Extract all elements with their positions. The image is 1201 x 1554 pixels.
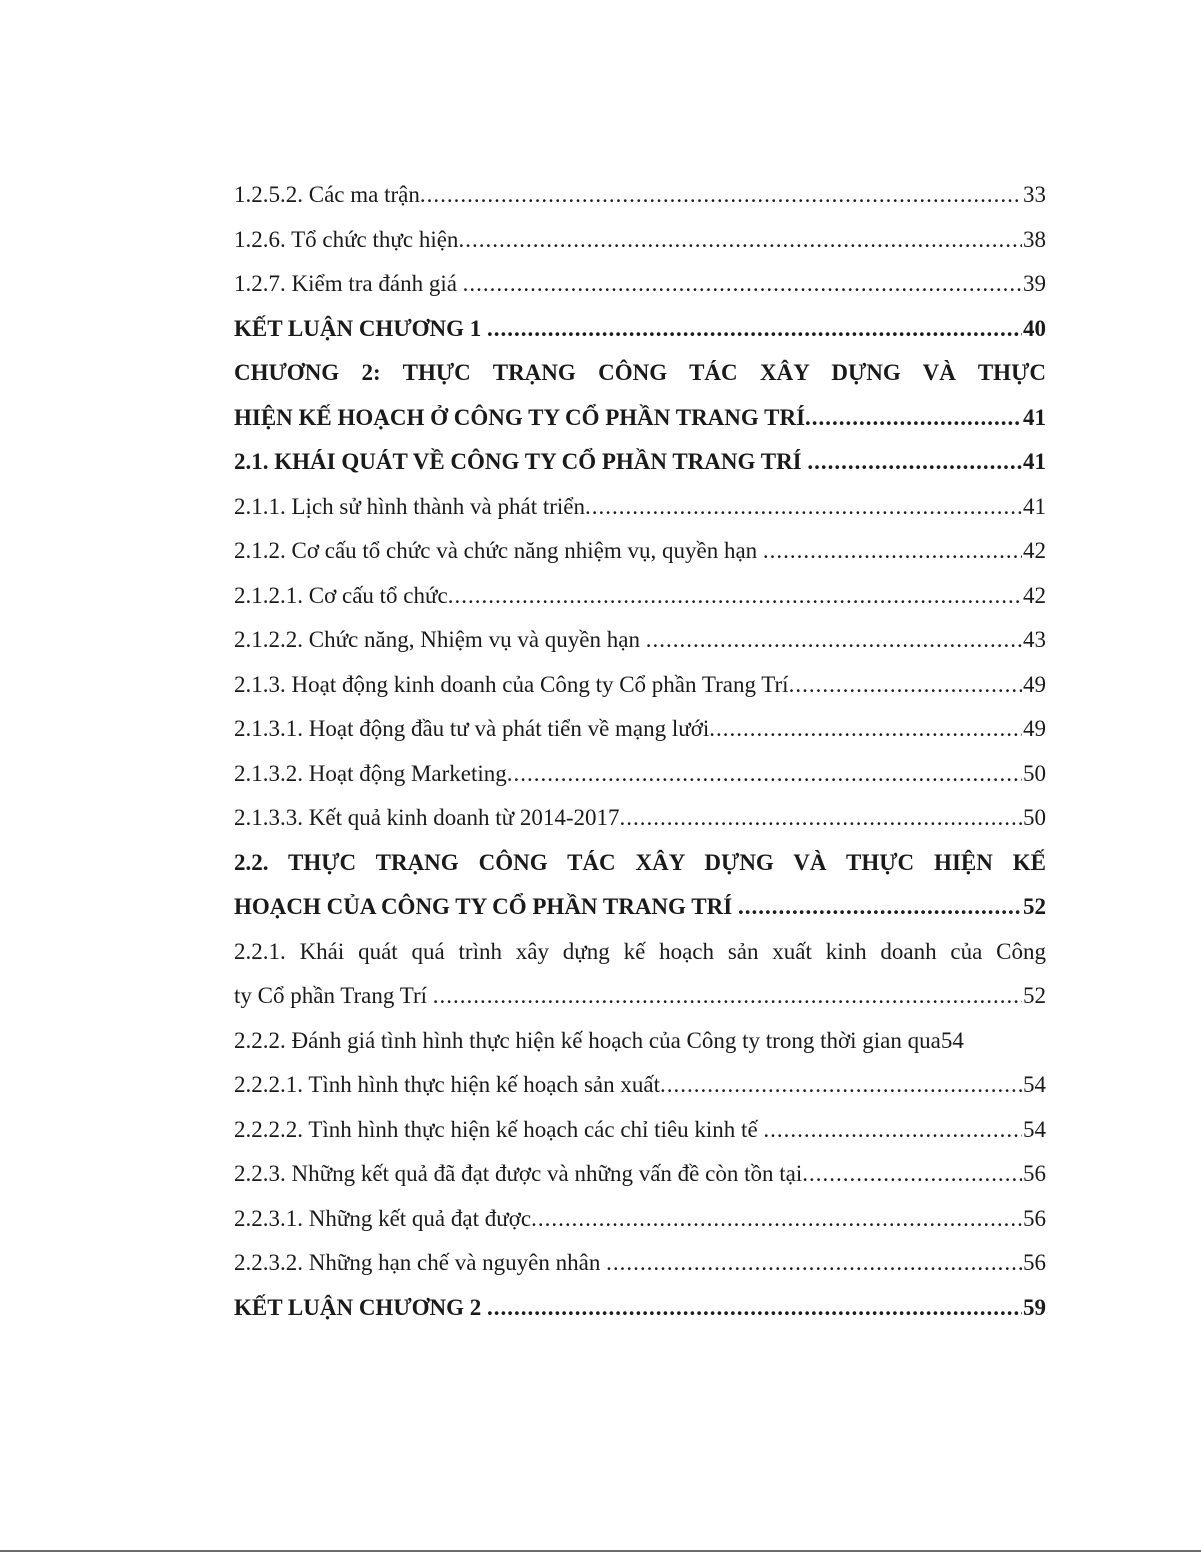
toc-entry xyxy=(234,307,1046,352)
toc-entry xyxy=(234,752,1046,797)
toc-page-number: 43 xyxy=(1023,627,1046,652)
dot-leader xyxy=(463,262,1022,307)
toc-page-number: 39 xyxy=(1023,271,1046,296)
toc-entry-title: 1.2.6. Tổ chức thực hiện xyxy=(234,226,459,252)
toc-page-number: 40 xyxy=(1023,315,1046,341)
toc-entry-title: 2.1.3.1. Hoạt động đầu tư và phát tiển về mạng lưới xyxy=(234,716,710,741)
toc-entry-title: 2.1.3. Hoạt động kinh doanh của Công ty Cổ phần Trang Trí xyxy=(234,671,789,697)
toc-entry xyxy=(234,218,1046,263)
dot-leader xyxy=(487,307,1022,352)
toc-entry: 2.2.2. Đánh giá tình hình thực hiện kế hoạch của Công ty trong thời gian qua54 xyxy=(234,1027,964,1053)
dot-leader xyxy=(448,574,1022,619)
dot-leader xyxy=(646,618,1022,663)
toc-entry xyxy=(234,485,1046,530)
toc-entry-title: KẾT LUẬN CHƯƠNG 2 xyxy=(234,1294,488,1320)
toc-entry-title: HOẠCH CỦA CÔNG TY CỔ PHẦN TRANG TRÍ xyxy=(234,894,738,919)
toc-entry-title: 2.1. KHÁI QUÁT VỀ CÔNG TY CỔ PHẦN TRANG TRÍ xyxy=(234,449,808,474)
toc-page-number: 50 xyxy=(1023,760,1046,786)
toc-entry xyxy=(234,396,1046,441)
toc-entry-title: 2.1.2.2. Chức năng, Nhiệm vụ và quyền hạn xyxy=(234,627,646,652)
toc-page-number: 52 xyxy=(1023,983,1046,1008)
dot-leader xyxy=(606,1241,1022,1286)
toc-entry xyxy=(234,1197,1046,1242)
toc-page-number: 49 xyxy=(1023,671,1046,697)
dot-leader xyxy=(789,663,1022,708)
toc-page-number: 52 xyxy=(1023,894,1046,919)
toc-page-number: 50 xyxy=(1023,805,1046,830)
toc-page-number: 56 xyxy=(1023,1161,1046,1186)
dot-leader xyxy=(709,707,1022,752)
toc-entry xyxy=(234,663,1046,708)
toc-page-number: 41 xyxy=(1023,449,1046,474)
toc-entry xyxy=(234,885,1046,930)
toc-entry-title: 2.1.3.3. Kết quả kinh doanh từ 2014-2017 xyxy=(234,805,620,830)
toc-entry-title: ty Cổ phần Trang Trí xyxy=(234,983,433,1008)
toc-entry xyxy=(234,796,1046,841)
toc-entry xyxy=(234,440,1046,485)
dot-leader xyxy=(763,529,1022,574)
toc-page-number: 41 xyxy=(1023,493,1046,519)
toc-entry-title: 2.1.2.1. Cơ cấu tổ chức xyxy=(234,582,448,608)
dot-leader xyxy=(620,796,1022,841)
dot-leader xyxy=(738,885,1022,930)
toc-page-number: 56 xyxy=(1023,1250,1046,1275)
toc-entry-title: 1.2.5.2. Các ma trận xyxy=(234,182,420,207)
dot-leader xyxy=(433,974,1022,1019)
toc-entry-title: 1.2.7. Kiểm tra đánh giá xyxy=(234,271,463,296)
toc-entry-line: CHƯƠNG 2: THỰC TRẠNG CÔNG TÁC XÂY DỰNG VÀ THỰC xyxy=(234,360,1046,385)
toc-page-number: 42 xyxy=(1023,582,1046,608)
toc-entry xyxy=(234,173,1046,218)
toc-page-number: 33 xyxy=(1023,182,1046,207)
toc-page-number: 41 xyxy=(1023,404,1046,430)
toc-entry-title: KẾT LUẬN CHƯƠNG 1 xyxy=(234,315,488,341)
dot-leader xyxy=(807,440,1022,485)
toc-entry-title: HIỆN KẾ HOẠCH Ở CÔNG TY CỔ PHẦN TRANG TRÍ xyxy=(234,404,806,430)
toc-entry xyxy=(234,618,1046,663)
table-of-contents xyxy=(234,173,1046,1330)
dot-leader xyxy=(487,1286,1022,1331)
toc-entry-title: 2.1.2. Cơ cấu tổ chức và chức năng nhiệm vụ, quyền hạn xyxy=(234,538,763,563)
toc-page-number: 56 xyxy=(1023,1205,1046,1231)
dot-leader xyxy=(458,218,1022,263)
toc-entry-title: 2.2.3. Những kết quả đã đạt được và những vấn đề còn tồn tại xyxy=(234,1161,803,1186)
toc-entry-title: 2.2.2.2. Tình hình thực hiện kế hoạch các chỉ tiêu kinh tế xyxy=(234,1116,764,1142)
dot-leader xyxy=(585,485,1022,530)
dot-leader xyxy=(507,752,1022,797)
toc-page-number: 59 xyxy=(1023,1294,1046,1320)
dot-leader xyxy=(763,1108,1022,1153)
toc-entry-title: 2.1.1. Lịch sử hình thành và phát triển xyxy=(234,493,586,519)
toc-entry xyxy=(234,1152,1046,1197)
toc-entry xyxy=(234,574,1046,619)
toc-entry xyxy=(234,1286,1046,1331)
toc-entry xyxy=(234,707,1046,752)
toc-page-number: 42 xyxy=(1023,538,1046,563)
toc-page-number: 49 xyxy=(1023,716,1046,741)
toc-entry-title: 2.2.3.1. Những kết quả đạt được xyxy=(234,1205,532,1231)
page-bottom-edge xyxy=(0,1550,1201,1552)
toc-entry-line: 2.2. THỰC TRẠNG CÔNG TÁC XÂY DỰNG VÀ THỰC HIỆN KẾ xyxy=(234,849,1046,875)
dot-leader xyxy=(420,173,1022,218)
toc-page-number: 38 xyxy=(1023,226,1046,252)
toc-entry xyxy=(234,1108,1046,1153)
dot-leader xyxy=(805,396,1022,441)
toc-entry xyxy=(234,529,1046,574)
toc-page-number: 54 xyxy=(1023,1116,1046,1142)
toc-entry xyxy=(234,1241,1046,1286)
dot-leader xyxy=(660,1063,1022,1108)
toc-entry xyxy=(234,1063,1046,1108)
dot-leader xyxy=(802,1152,1022,1197)
toc-page-number: 54 xyxy=(1023,1072,1046,1097)
toc-entry xyxy=(234,974,1046,1019)
dot-leader xyxy=(531,1197,1022,1242)
toc-entry-title: 2.1.3.2. Hoạt động Marketing xyxy=(234,760,507,786)
toc-entry-line: 2.2.1. Khái quát quá trình xây dựng kế hoạch sản xuất kinh doanh của Công xyxy=(234,938,1046,964)
toc-entry-title: 2.2.2.1. Tình hình thực hiện kế hoạch sản xuất xyxy=(234,1072,660,1097)
toc-entry-title: 2.2.3.2. Những hạn chế và nguyên nhân xyxy=(234,1250,607,1275)
toc-entry xyxy=(234,262,1046,307)
